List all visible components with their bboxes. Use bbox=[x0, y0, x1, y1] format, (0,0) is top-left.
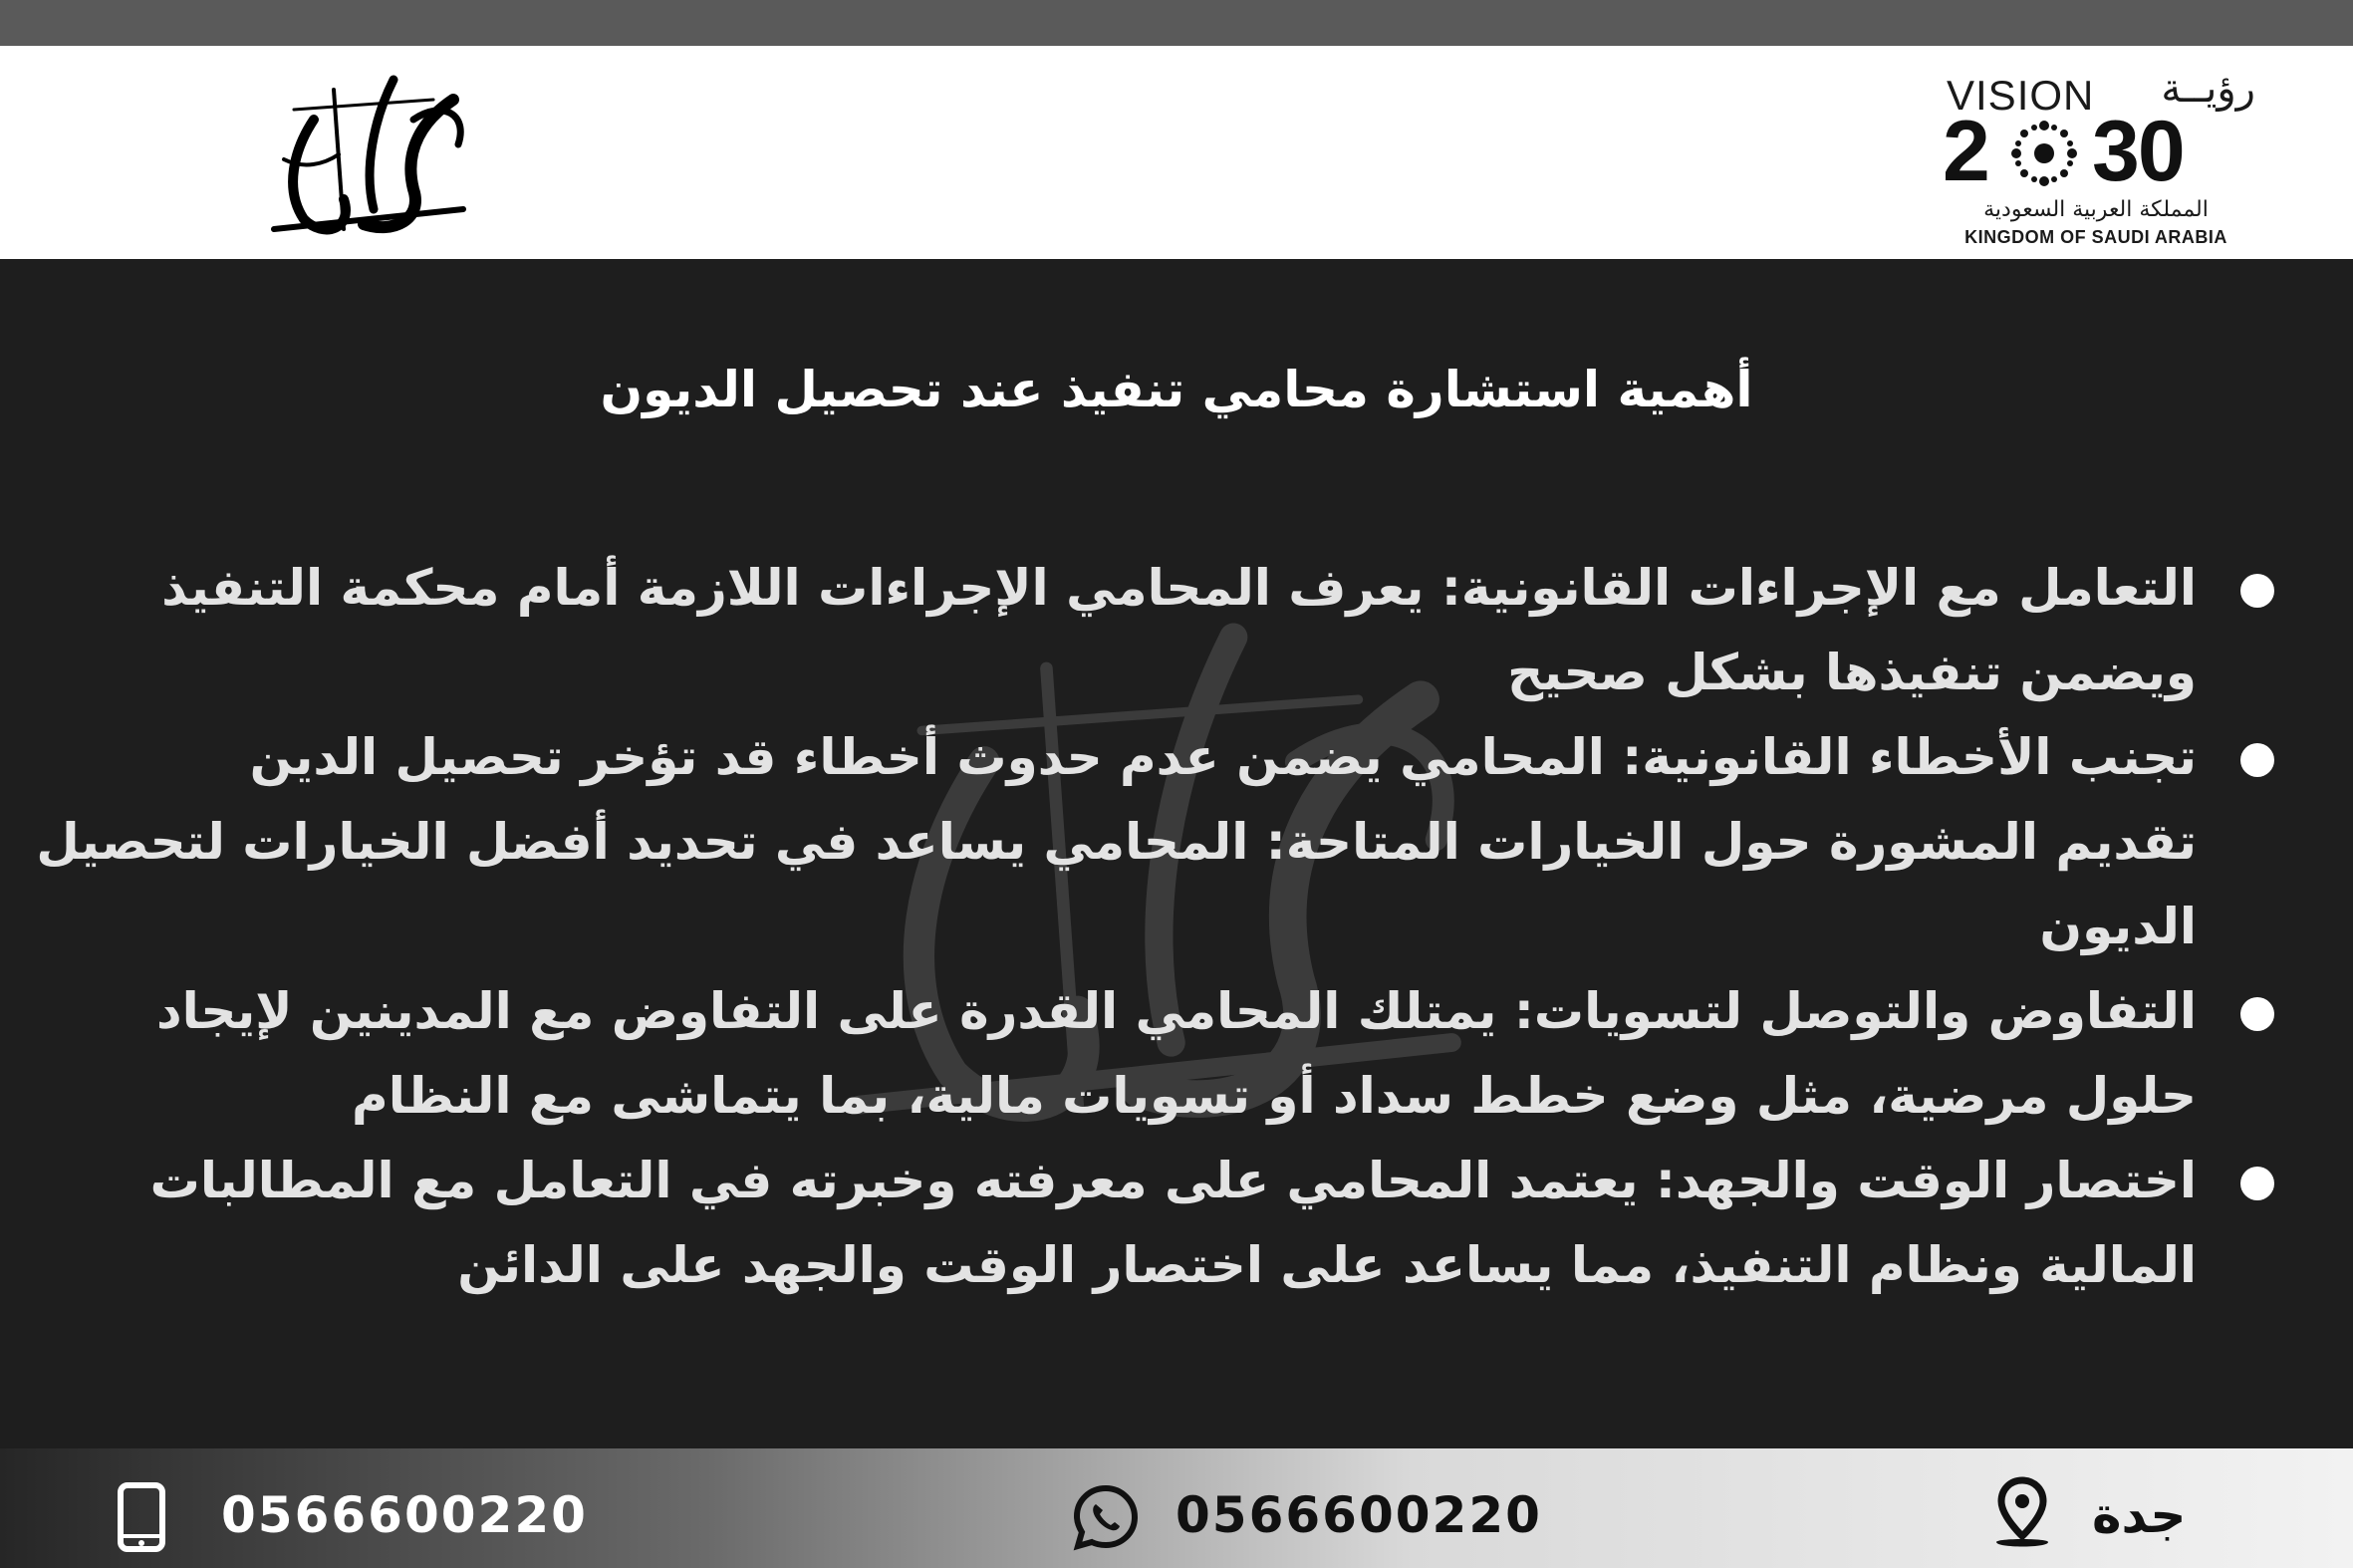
list-item-text: التفاوض والتوصل لتسويات: يمتلك المحامي القدرة على التفاوض مع المدينين لإيجاد حلول مرضية، مثل وضع خطط سداد أو تسويات مالية، بما يتماشى مع النظام bbox=[156, 982, 2197, 1125]
list-item bbox=[30, 715, 2197, 800]
top-strip bbox=[0, 0, 2353, 46]
vision-year-2: 2 bbox=[1943, 104, 1988, 199]
vision-country-ar: المملكة العربية السعودية bbox=[1983, 197, 2209, 222]
content bbox=[30, 546, 2197, 1308]
whatsapp-icon bbox=[1071, 1482, 1141, 1552]
vision-year bbox=[1943, 104, 2261, 199]
location-pin-icon bbox=[1990, 1476, 2054, 1552]
mobile-phone-icon bbox=[118, 1482, 165, 1552]
list-item-text: التعامل مع الإجراءات القانونية: يعرف المحامي الإجراءات اللازمة أمام محكمة التنفيذ ويضمن تنفيذها بشكل صحيح bbox=[161, 559, 2197, 701]
phone-number[interactable]: 0566600220 bbox=[221, 1486, 588, 1544]
vision-2030-logo bbox=[1933, 56, 2261, 255]
points-list bbox=[30, 546, 2197, 1308]
calligraphy-logo bbox=[254, 60, 483, 259]
list-item-text: تجنب الأخطاء القانونية: المحامي يضمن عدم حدوث أخطاء قد تؤخر تحصيل الدين bbox=[249, 728, 2197, 786]
whatsapp-number[interactable]: 0566600220 bbox=[1176, 1486, 1542, 1544]
vision-word-ar: رؤيــة bbox=[2161, 66, 2255, 112]
list-item bbox=[30, 1139, 2197, 1308]
vision-country-en: KINGDOM OF SAUDI ARABIA bbox=[1964, 227, 2227, 247]
page-title: أهمية استشارة محامي تنفيذ عند تحصيل الديون bbox=[600, 361, 1753, 418]
list-item bbox=[30, 546, 2197, 715]
list-item-text: اختصار الوقت والجهد: يعتمد المحامي على معرفته وخبرته في التعامل مع المطالبات المالية ونظام التنفيذ، مما يساعد على اختصار الوقت والجهد على الدائن bbox=[149, 1152, 2197, 1294]
bullet-icon bbox=[2240, 997, 2274, 1031]
list-item-text: تقديم المشورة حول الخيارات المتاحة: المحامي يساعد في تحديد أفضل الخيارات لتحصيل الديون bbox=[36, 813, 2197, 955]
list-item bbox=[30, 969, 2197, 1139]
city-label: جدة bbox=[2092, 1486, 2187, 1544]
bullet-icon bbox=[2240, 574, 2274, 608]
footer bbox=[0, 1448, 2353, 1568]
list-item bbox=[30, 800, 2197, 969]
bullet-icon bbox=[2240, 1167, 2274, 1200]
vision-word-en: VISION bbox=[1947, 72, 2095, 119]
bullet-icon bbox=[2240, 743, 2274, 777]
vision-emblem-icon bbox=[2002, 116, 2086, 191]
header bbox=[0, 46, 2353, 259]
vision-year-30: 30 bbox=[2092, 104, 2184, 199]
